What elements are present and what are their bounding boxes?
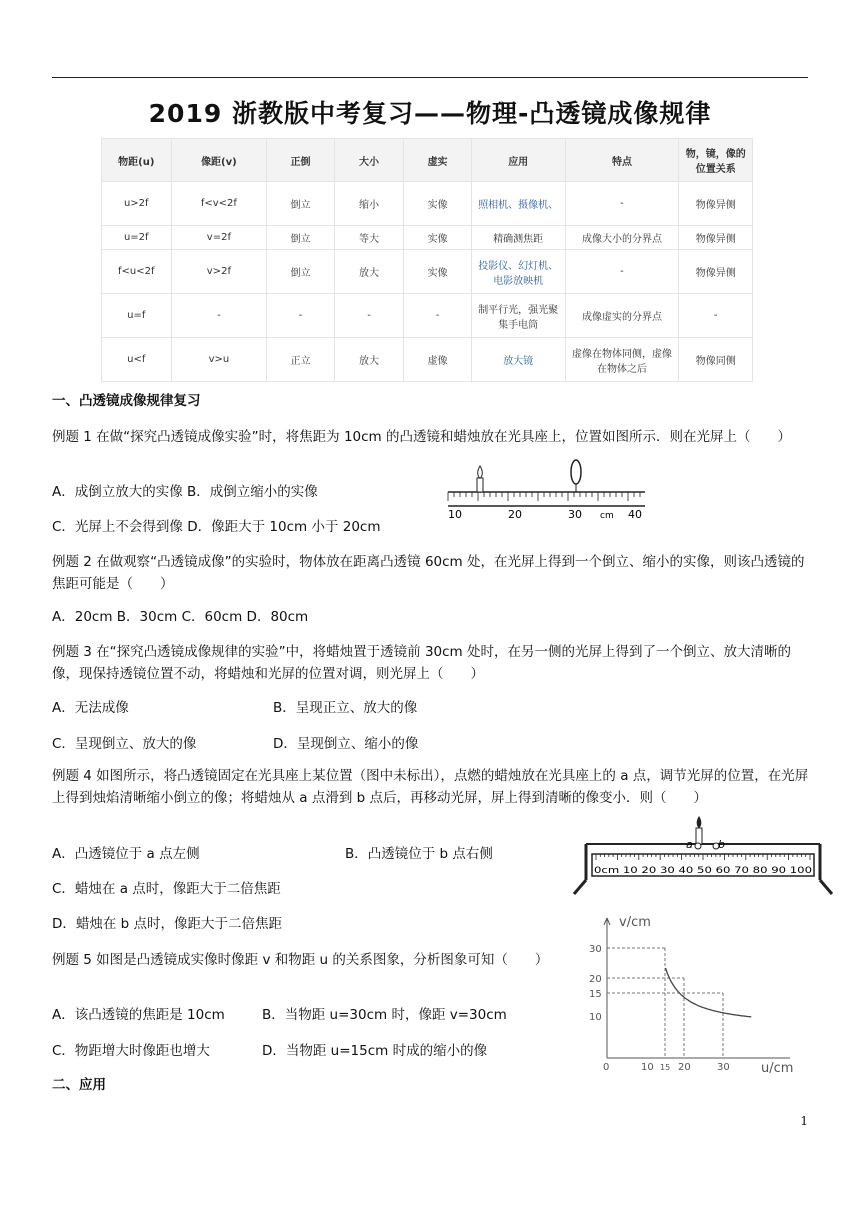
table-row [102, 338, 753, 382]
table-cell: f<v<2f [171, 182, 267, 226]
question-stem: 例题 3 在“探究凸透镜成像规律的实验”中，将蜡烛置于透镜前 30cm 处时，在另一侧的光屏上得到了一个倒立、放大清晰的像，现保持透镜位置不动，将蜡烛和光屏的位置对调，则光屏上（ ） [52, 644, 791, 682]
table-cell: 成像虚实的分界点 [565, 294, 679, 338]
col-header: 正倒 [267, 139, 335, 182]
table-cell: 倒立 [267, 182, 335, 226]
table-cell: 缩小 [334, 182, 404, 226]
option-b: B．凸透镜位于 b 点右侧 [345, 846, 493, 862]
tick-label: 30 [568, 508, 582, 520]
option-d: D．呈现倒立、缩小的像 [273, 736, 419, 752]
table-cell: 虚像在物体同侧，虚像在物体之后 [565, 338, 679, 382]
y-tick-label: 30 [589, 944, 602, 955]
bench-left-foot [574, 880, 586, 894]
option-b: B．当物距 u=30cm 时，像距 v=30cm [262, 1007, 507, 1023]
table-cell: 成像大小的分界点 [565, 226, 679, 250]
option-a: A．无法成像 [52, 700, 129, 716]
image-distance-graph [585, 912, 805, 1074]
table-cell: - [334, 294, 404, 338]
table-cell: - [267, 294, 335, 338]
answer-options: A．成倒立放大的实像 B．成倒立缩小的实像 [52, 484, 318, 500]
table-cell: 照相机、摄像机、 [471, 182, 565, 226]
x-tick-label: 10 [641, 1062, 654, 1073]
table-cell: u<f [102, 338, 172, 382]
col-header: 大小 [334, 139, 404, 182]
page-title: 2019 浙教版中考复习——物理-凸透镜成像规律 [148, 99, 712, 128]
scale-labels: 0cm 10 20 30 40 50 60 70 80 90 100 [594, 866, 813, 876]
question-stem: 例题 1 在做“探究凸透镜成像实验”时，将焦距为 10cm 的凸透镜和蜡烛放在光具座上，位置如图所示．则在光屏上（ ） [52, 429, 791, 445]
flame-icon [478, 466, 483, 478]
col-header: 虚实 [404, 139, 472, 182]
col-header: 像距(v) [171, 139, 267, 182]
table-row [102, 294, 753, 338]
unit-label: cm [600, 511, 614, 520]
table-cell: 精确测焦距 [471, 226, 565, 250]
table-cell: f<u<2f [102, 250, 172, 294]
optical-bench-figure [570, 814, 840, 900]
question-stem: 例题 4 如图所示，将凸透镜固定在光具座上某位置（图中未标出），点燃的蜡烛放在光具座上的 a 点，调节光屏的位置，在光屏上得到烛焰清晰缩小倒立的像；将蜡烛从 a 点滑到 b 点后，再移动光屏，屏上得到清晰的像变小．则（ ） [52, 768, 809, 806]
x-tick-label: 0 [603, 1062, 610, 1073]
table-cell: 虚像 [404, 338, 472, 382]
bench-right-foot [820, 880, 832, 894]
page-number: 1 [800, 1114, 808, 1128]
table-header-row [102, 139, 753, 182]
header-rule [52, 77, 808, 78]
x-axis-label: u/cm [761, 1061, 794, 1074]
table-cell: 制平行光，强光聚集手电筒 [471, 294, 565, 338]
section-heading: 一、凸透镜成像规律复习 [52, 393, 201, 409]
v-u-curve [666, 968, 752, 1017]
col-header: 特点 [565, 139, 679, 182]
question-stem: 例题 5 如图是凸透镜成实像时像距 v 和物距 u 的关系图象，分析图象可知（ ） [52, 952, 549, 968]
section-heading: 二、应用 [52, 1077, 106, 1093]
table-cell: 等大 [334, 226, 404, 250]
y-tick-label: 15 [589, 989, 602, 1000]
table-cell: u>2f [102, 182, 172, 226]
table-cell: 物像同侧 [679, 338, 753, 382]
table-row [102, 226, 753, 250]
table-cell: 放大 [334, 250, 404, 294]
ruler-ticks [448, 492, 640, 501]
y-tick-label: 20 [589, 974, 602, 985]
table-row [102, 182, 753, 226]
answer-options: A．20cm B．30cm C．60cm D．80cm [52, 609, 309, 625]
point-a-label: a [686, 838, 693, 851]
option-d: D．蜡烛在 b 点时，像距大于二倍焦距 [52, 916, 283, 932]
table-cell: v>2f [171, 250, 267, 294]
point-b-label: b [718, 838, 725, 851]
x-tick-label: 15 [660, 1063, 671, 1072]
option-a: A．该凸透镜的焦距是 10cm [52, 1007, 225, 1023]
table-cell: 实像 [404, 250, 472, 294]
flame-icon [697, 816, 702, 828]
option-c: C．呈现倒立、放大的像 [52, 736, 197, 752]
option-c: C．蜡烛在 a 点时，像距大于二倍焦距 [52, 881, 281, 897]
table-cell: 实像 [404, 182, 472, 226]
option-d: D．当物距 u=15cm 时成的缩小的像 [262, 1043, 488, 1059]
y-tick-label: 10 [589, 1012, 602, 1023]
option-b: B．呈现正立、放大的像 [273, 700, 418, 716]
table-cell: 物像异侧 [679, 182, 753, 226]
option-c: C．物距增大时像距也增大 [52, 1043, 210, 1059]
table-row [102, 250, 753, 294]
option-a: A．凸透镜位于 a 点左侧 [52, 846, 200, 862]
x-tick-label: 20 [678, 1062, 691, 1073]
table-cell: 投影仪、幻灯机、电影放映机 [471, 250, 565, 294]
table-cell: - [679, 294, 753, 338]
table-cell: u=2f [102, 226, 172, 250]
table-cell: - [565, 250, 679, 294]
table-cell: 倒立 [267, 226, 335, 250]
candle-icon [477, 478, 483, 492]
table-cell: 实像 [404, 226, 472, 250]
optical-bench-ruler-figure [440, 458, 650, 520]
table-cell: 物像异侧 [679, 226, 753, 250]
table-cell: u=f [102, 294, 172, 338]
table-cell: - [404, 294, 472, 338]
y-axis-label: v/cm [619, 915, 651, 930]
tick-label: 20 [508, 508, 522, 520]
table-cell: 倒立 [267, 250, 335, 294]
col-header: 物，镜，像的位置关系 [679, 139, 753, 182]
table-cell: v>u [171, 338, 267, 382]
candle-icon [696, 828, 702, 844]
table-cell: 放大镜 [471, 338, 565, 382]
x-tick-label: 30 [717, 1062, 730, 1073]
table-cell: 放大 [334, 338, 404, 382]
tick-label: 40 [628, 508, 642, 520]
question-stem: 例题 2 在做观察“凸透镜成像”的实验时，物体放在距离凸透镜 60cm 处，在光屏上得到一个倒立、缩小的实像，则该凸透镜的焦距可能是（ ） [52, 554, 805, 592]
col-header: 应用 [471, 139, 565, 182]
lens-icon [571, 460, 581, 484]
table-cell: - [171, 294, 267, 338]
table-cell: v=2f [171, 226, 267, 250]
imaging-rules-table [101, 138, 753, 382]
point-a-marker [695, 843, 701, 849]
tick-label: 10 [448, 508, 462, 520]
table-cell: 正立 [267, 338, 335, 382]
table-cell: - [565, 182, 679, 226]
col-header: 物距(u) [102, 139, 172, 182]
answer-options: C．光屏上不会得到像 D．像距大于 10cm 小于 20cm [52, 519, 381, 535]
table-cell: 物像异侧 [679, 250, 753, 294]
